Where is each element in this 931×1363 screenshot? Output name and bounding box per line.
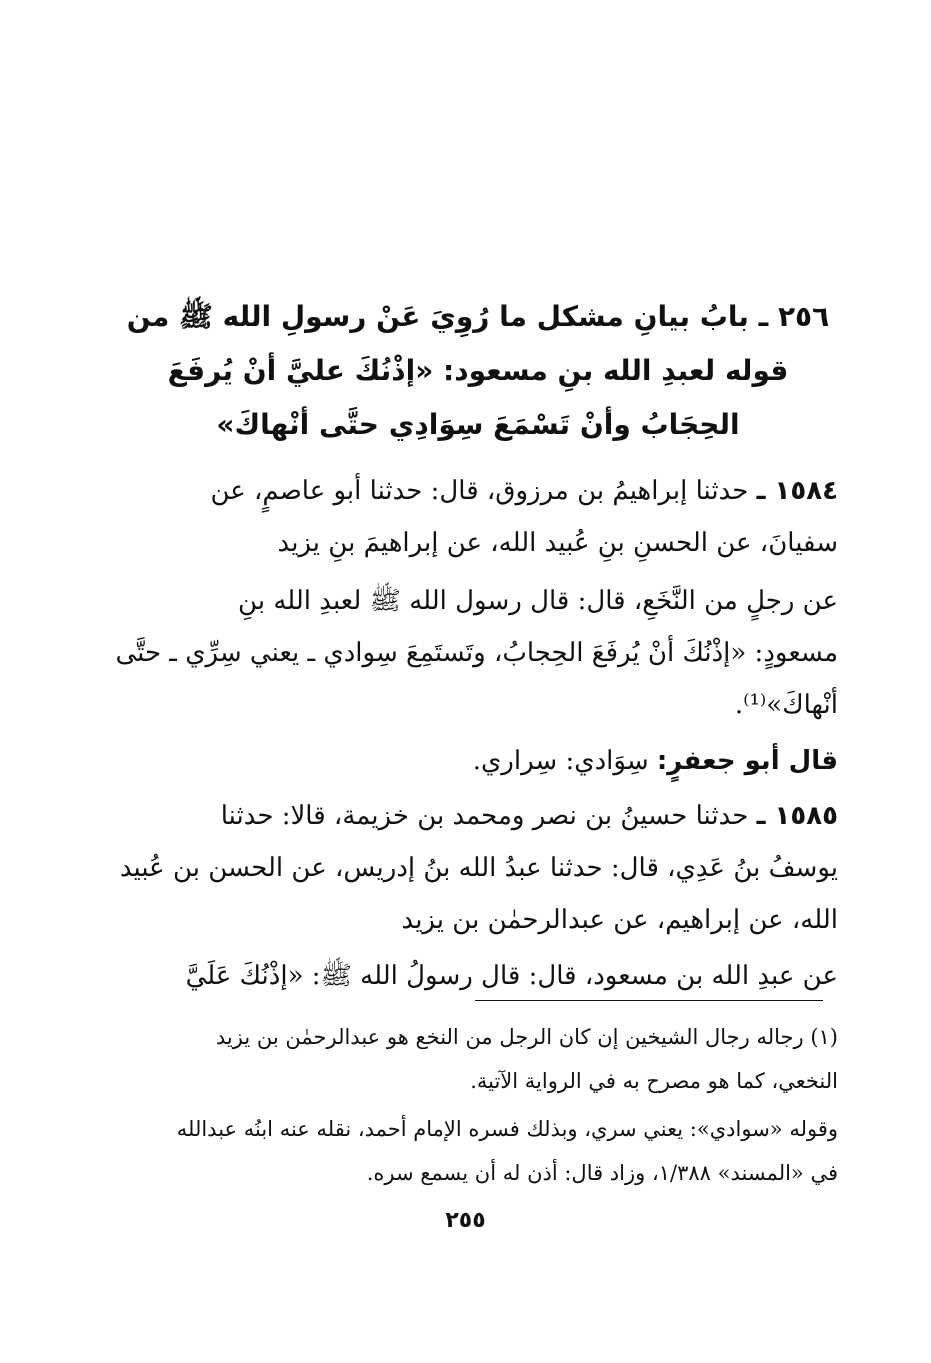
footnote-2-line-2: في «المسند» ١/٣٨٨، وزاد قال: أذن له أن يسمع سره. (366, 1161, 838, 1185)
abu-jafar-comment (118, 735, 838, 787)
hadith-1585-isnad (118, 790, 838, 946)
hadith-1584-matn-line-1: عن رجلٍ من النَّخَعِ، قال: قال رسول الله ﷺ لعبدِ الله بنِ (238, 586, 838, 616)
hadith-1584-matn-line-3: أنْهاكَ»⁽¹⁾. (734, 690, 838, 720)
hadith-1584-line-1 (118, 465, 838, 517)
hadith-1584-matn-line-2: مسعودٍ: «إذْنُكَ أنْ يُرفَعَ الحِجابُ، وتَستَمِعَ سِوادي ـ يعني سِرِّي ـ حتَّى (115, 638, 838, 668)
hadith-1584-matn (115, 575, 838, 731)
footnote-2-line-1: وقوله «سوادي»: يعني سري، وبذلك فسره الإمام أحمد، نقله عنه ابنُه عبدالله (176, 1117, 838, 1141)
footnote-1-line-2: النخعي، كما هو مصرح به في الرواية الآتية. (470, 1069, 838, 1093)
hadith-1585-line-2: يوسفُ بنُ عَدِي، قال: حدثنا عبدُ الله بنُ إدريس، عن الحسن بن عُبيد (119, 853, 838, 883)
hadith-1585-number: ١٥٨٥ ـ (756, 801, 838, 831)
chapter-heading (118, 290, 838, 452)
footnotes (118, 1015, 838, 1195)
chapter-heading-line-3: الحِجَابُ وأنْ تَسْمَعَ سِوَادِي حتَّى أنْهاكَ» (216, 408, 740, 441)
abu-jafar-lead: قال أبو جعفرٍ: (656, 746, 838, 776)
hadith-1585-line-1 (118, 790, 838, 842)
abu-jafar-line (118, 735, 838, 787)
hadith-1585-line-3: الله، عن إبراهيم، عن عبدالرحمٰن بن يزيد (401, 905, 838, 935)
footnote-1-line-1: (١) رجاله رجال الشيخين إن كان الرجل من النخع هو عبدالرحمٰن بن يزيد (215, 1025, 838, 1049)
chapter-heading-line-2: قوله لعبدِ الله بنِ مسعود: «إذْنُكَ عليَّ أنْ يُرفَعَ (167, 354, 789, 387)
hadith-1584-line-2: سفيانَ، عن الحسنِ بنِ عُبيد الله، عن إبراهيمَ بنِ يزيد (277, 528, 838, 558)
hadith-1585-text-1: حدثنا حسينُ بن نصر ومحمد بن خزيمة، قالا: حدثنا (220, 801, 749, 831)
hadith-1584-isnad (118, 465, 838, 569)
page-number: ٢٥٥ (445, 1208, 486, 1233)
abu-jafar-text: سِوَادي: سِراري. (472, 746, 649, 776)
hadith-1585-matn (118, 950, 838, 1002)
hadith-1584-text-1: حدثنا إبراهيمُ بن مرزوق، قال: حدثنا أبو عاصمٍ، عن (210, 476, 749, 506)
hadith-1585-matn-line-1: عن عبدِ الله بن مسعود، قال: قال رسولُ الله ﷺ: «إذْنُكَ عَلَيَّ (185, 961, 838, 991)
chapter-heading-line-1: ٢٥٦ ـ بابُ بيانِ مشكل ما رُوِيَ عَنْ رسولِ الله ﷺ من (126, 300, 830, 333)
footnote-separator (475, 1000, 823, 1001)
hadith-1584-number: ١٥٨٤ ـ (756, 476, 838, 506)
